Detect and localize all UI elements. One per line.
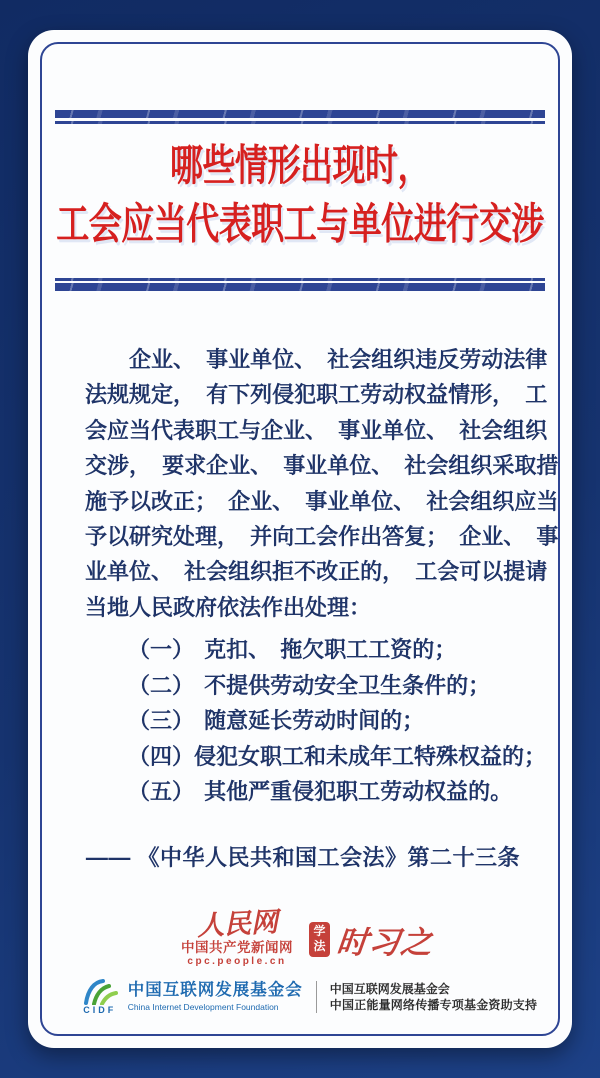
list-item: （四）侵犯女职工和未成年工特殊权益的； [128, 743, 547, 769]
cidf-fan-icon [81, 978, 119, 1005]
divider-bar-thin [55, 278, 545, 281]
cidf-abbr: CIDF [83, 1005, 117, 1015]
list-item: （二） 不提供劳动安全卫生条件的； [128, 672, 491, 698]
sponsor-line-2: 中国正能量网络传播专项基金资助支持 [329, 997, 538, 1012]
paragraph-line: 企业、 事业单位、 社会组织违反劳动法律 [129, 347, 548, 372]
paragraph-line: 业单位、 社会组织拒不改正的， 工会可以提请 [85, 559, 548, 585]
paragraph-line: 会应当代表职工与企业、 事业单位、 社会组织 [85, 417, 548, 443]
poster-title [28, 136, 572, 253]
media-logos-row [28, 907, 572, 968]
list-item: （一） 克扣、 拖欠职工工资的； [128, 637, 457, 662]
poster-card [28, 30, 572, 1048]
violations-list [128, 632, 548, 810]
xuefa-badge-icon [309, 922, 330, 957]
title-line-2: 工会应当代表职工与单位进行交涉 [56, 199, 544, 248]
cpc-news-label: 中国共产党新闻网 [181, 940, 293, 956]
cidf-name-cn: 中国互联网发展基金会 [127, 981, 303, 999]
cpc-news-url: cpc.people.cn [187, 955, 287, 967]
divider-bar-thick [55, 283, 545, 291]
sponsor-credit [330, 983, 537, 1011]
paragraph-line: 施予以改正； 企业、 事业单位、 社会组织应当 [85, 488, 559, 514]
xuefa-char-2: 法 [313, 939, 326, 953]
xuefa-char-1: 学 [313, 924, 326, 938]
paragraph-line: 予以研究处理， 并向工会作出答复； 企业、 事 [85, 524, 559, 550]
paragraph-line: 法规规定， 有下列侵犯职工劳动权益情形， 工 [85, 382, 548, 408]
paragraph-line: 交涉， 要求企业、 事业单位、 社会组织采取措 [85, 453, 559, 479]
top-divider [55, 110, 545, 124]
divider-bar-thin [55, 121, 545, 124]
paragraph-line: 当地人民政府依法作出处理： [85, 594, 372, 620]
vertical-divider [316, 981, 317, 1013]
title-line-1: 哪些情形出现时， [170, 141, 430, 190]
foundation-row [28, 978, 572, 1015]
cidf-logo [81, 978, 119, 1015]
peoples-net-wordmark: 人民网 [195, 907, 279, 942]
list-item: （五） 其他严重侵犯职工劳动权益的。 [128, 779, 513, 804]
shixizhi-logo [309, 917, 433, 962]
law-paragraph [85, 342, 559, 625]
peoples-net-logo [181, 907, 293, 967]
sponsor-line-1: 中国互联网发展基金会 [329, 981, 450, 996]
shixizhi-wordmark: 时习之 [334, 924, 435, 960]
list-item: （三） 随意延长劳动时间的； [128, 708, 425, 733]
cidf-name-en: China Internet Development Foundation [127, 1001, 279, 1012]
title-bottom-divider [55, 278, 545, 291]
cidf-names [128, 982, 303, 1011]
law-citation: —— 《中华人民共和国工会法》第二十三条 [85, 845, 520, 870]
divider-bar-thick [55, 110, 545, 118]
